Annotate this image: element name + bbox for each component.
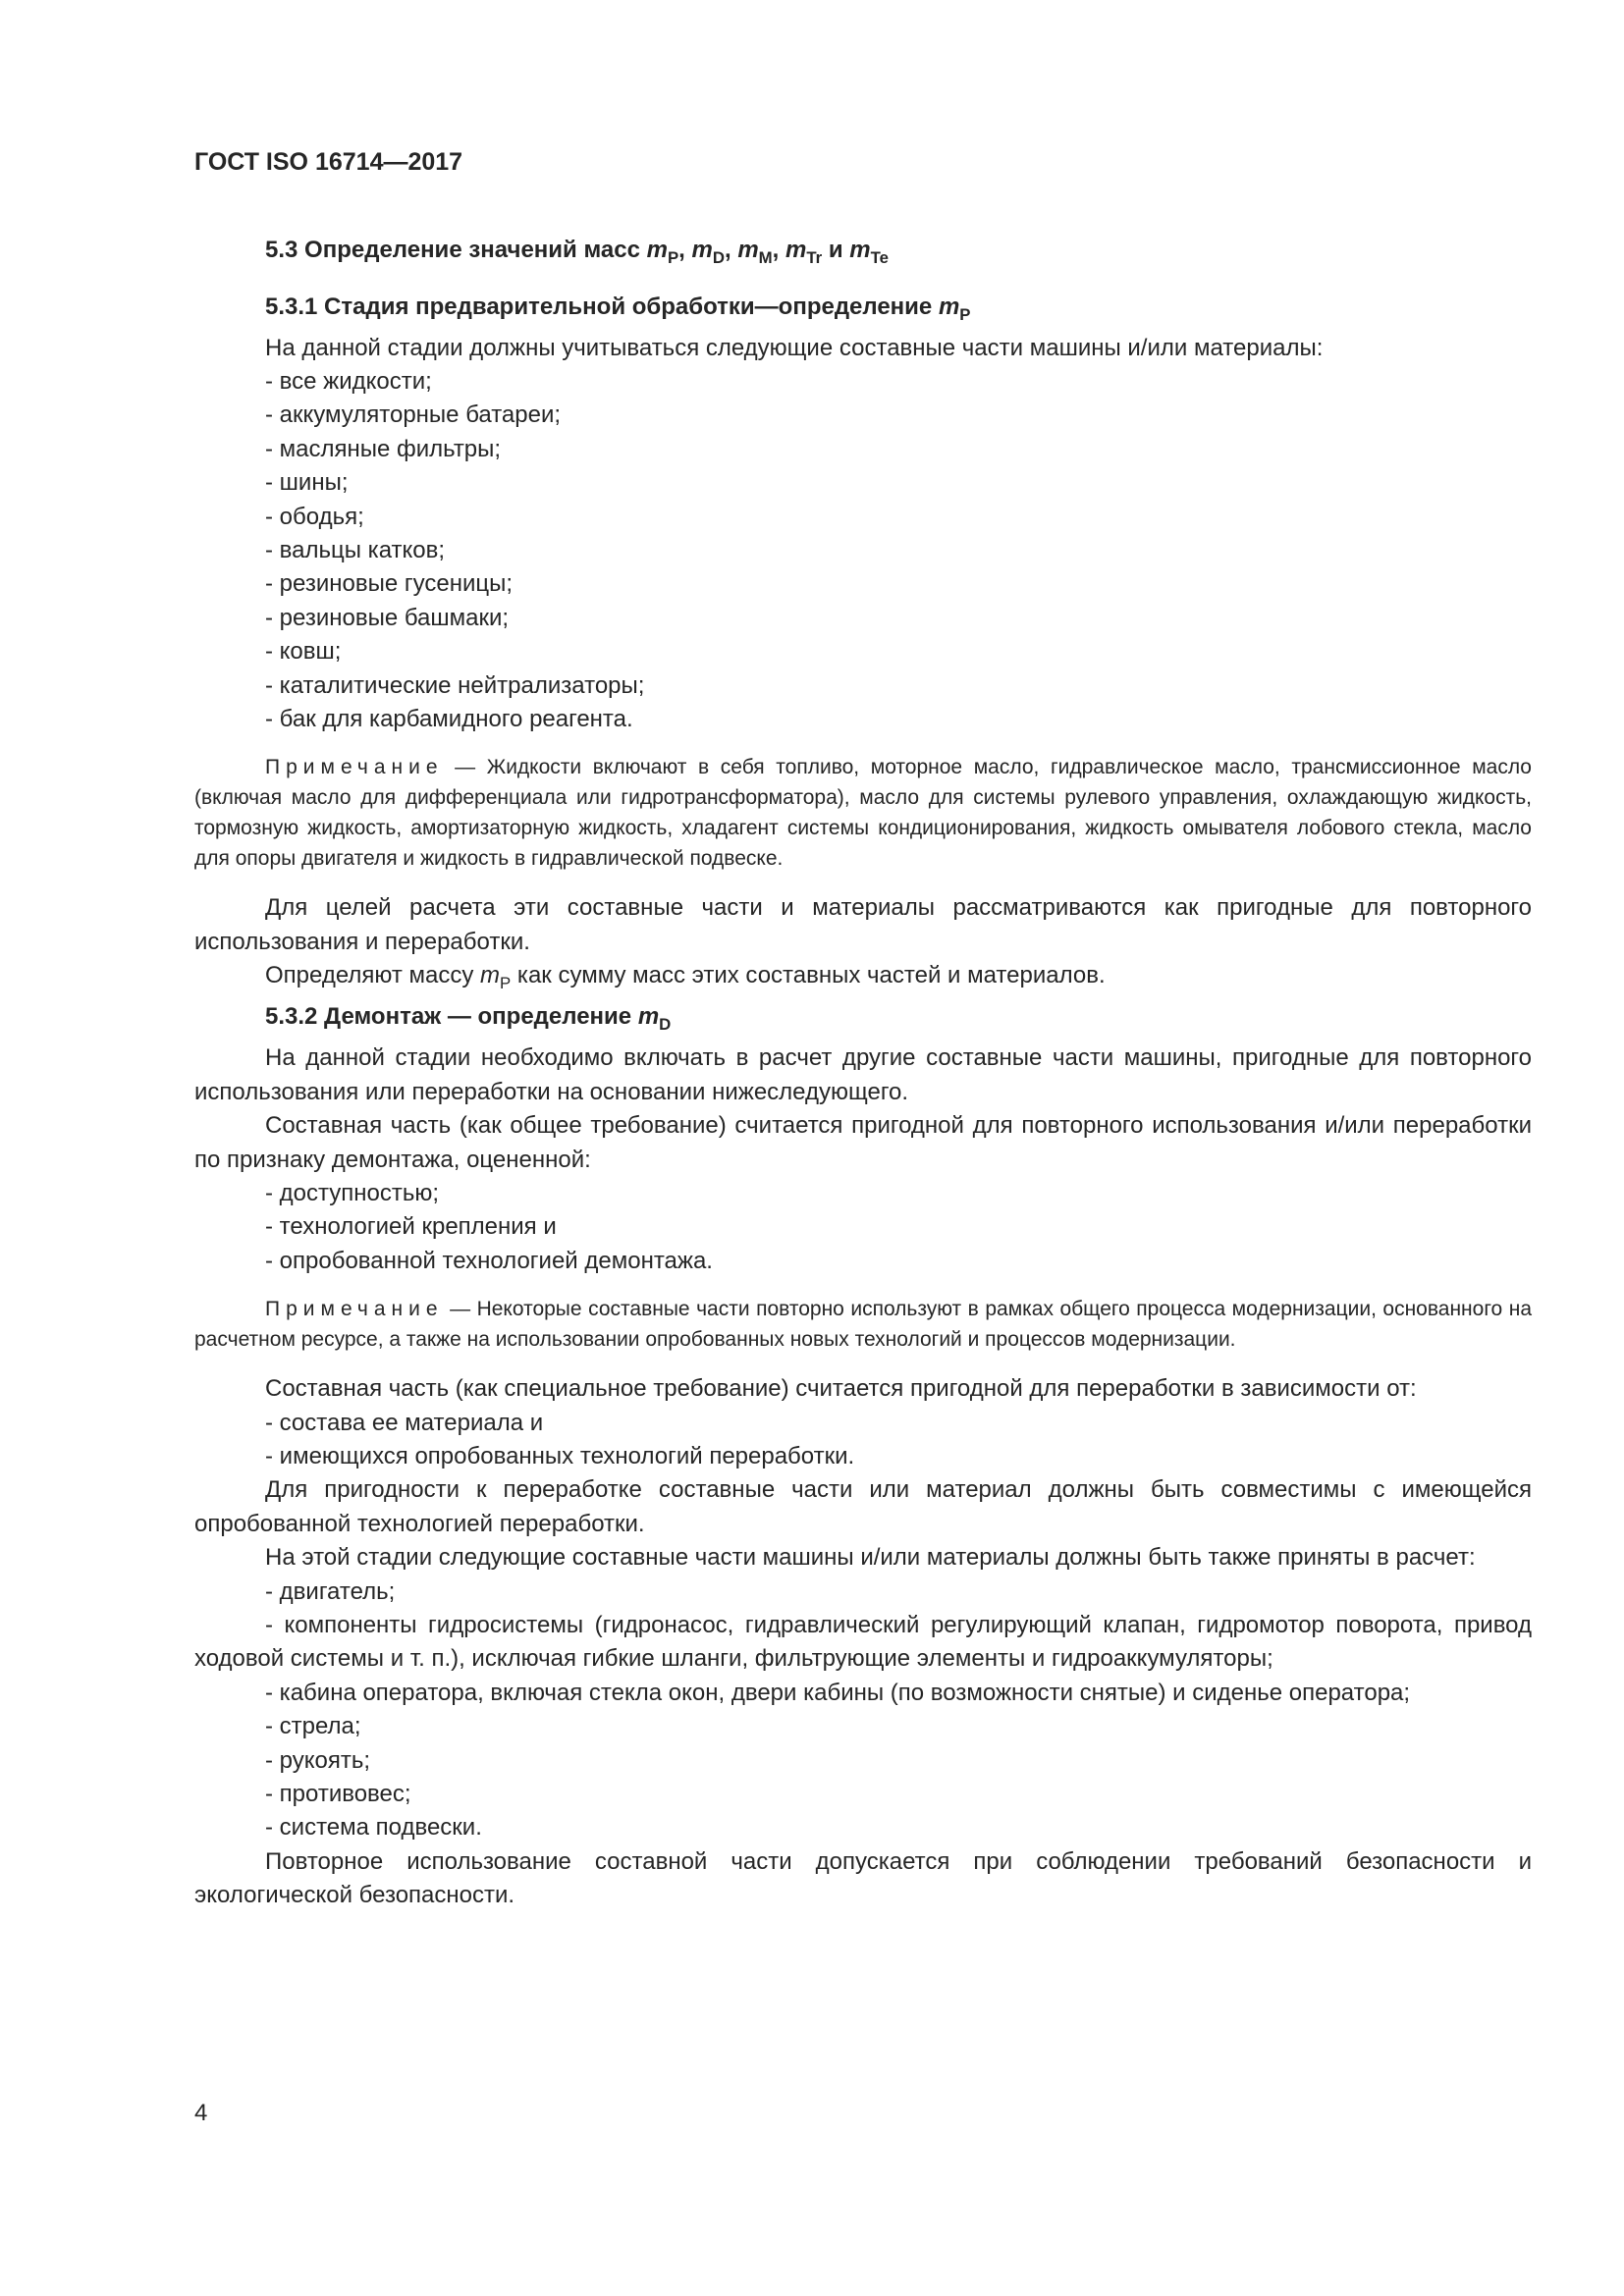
list-item: - шины;: [265, 469, 349, 497]
paragraph: На этой стадии следующие составные части машины и/или материалы должны быть также приняты в расчет:: [265, 1544, 1476, 1572]
list-item: - аккумуляторные батареи;: [265, 401, 562, 429]
paragraph: Для целей расчета эти составные части и материалы рассматриваются как пригодные для повторного использования и переработки.: [194, 894, 1532, 955]
document-header: ГОСТ ISO 16714—2017: [194, 148, 463, 176]
document-page: [194, 147, 1532, 1913]
symbol-m-d: $m_D$: [637, 1003, 672, 1035]
list-item: - стрела;: [265, 1713, 361, 1740]
list-5-3-1: [194, 365, 1532, 736]
list-item: - ободья;: [265, 503, 364, 530]
list-item: - резиновые башмаки;: [265, 604, 510, 631]
list-item: - вальцы катков;: [265, 537, 446, 564]
symbol-m-tr: $m_{Tr}$: [785, 237, 823, 267]
page-number: 4: [194, 2100, 208, 2126]
list-item: - резиновые гусеницы;: [265, 570, 514, 598]
list-item: - технологией крепления и: [265, 1213, 557, 1241]
list-item: - имеющихся опробованных технологий переработки.: [265, 1442, 855, 1469]
list-item: - противовес;: [265, 1781, 411, 1807]
note: Примечание — Жидкости включают в себя топливо, моторное масло, гидравлическое масло, трансмиссионное масло (включая масло для дифференциала или гидротрансформатора), масло для системы рулевого управления, охлаждающую жидкость, тормозную жидкость, амортизаторную жидкость, хладагент системы кондиционирования, жидкость омывателя лобового стекла, масло для опоры двигателя и жидкость в гидравлической подвеске.: [194, 756, 1532, 871]
list-item: - система подвески.: [265, 1814, 482, 1842]
symbol-m-d: $m_D$: [691, 237, 725, 267]
list-item: - рукоять;: [265, 1746, 371, 1774]
list-item: - каталитические нейтрализаторы;: [265, 671, 645, 699]
note-label: Примечание: [265, 1298, 444, 1321]
list-item: - кабина оператора, включая стекла окон, двери кабины (по возможности снятые) и сиденье оператора;: [265, 1679, 1411, 1706]
list-item: - бак для карбамидного реагента.: [265, 706, 633, 733]
list-components: [194, 1575, 1532, 1845]
symbol-m-m: $m_M$: [737, 237, 773, 267]
list-item: - все жидкости;: [265, 368, 432, 395]
paragraph: Составная часть (как специальное требование) считается пригодной для переработки в зависимости от:: [265, 1375, 1417, 1403]
symbol-m-te: $m_{Te}$: [849, 237, 889, 267]
paragraph: Для пригодности к переработке составные части или материал должны быть совместимы с имеющейся опробованной технологией переработки.: [194, 1476, 1532, 1537]
note-label: Примечание: [265, 756, 444, 779]
section-5-3-title: 5.3 Определение значений масс $m_P$, $m_D$, $m_M$, $m_{Tr}$ и $m_{Te}$: [265, 237, 889, 267]
paragraph: Определяют массу $m_P$ как сумму масс этих составных частей и материалов.: [265, 962, 1106, 993]
symbol-m-p: $m_P$: [938, 293, 971, 324]
list-recycling-criteria: [194, 1407, 1532, 1474]
subsection-5-3-1-title: 5.3.1 Стадия предварительной обработки—определение $m_P$: [265, 293, 971, 324]
list-item: - доступностью;: [265, 1179, 440, 1206]
list-item: - компоненты гидросистемы (гидронасос, гидравлический регулирующий клапан, гидромотор поворота, привод ходовой системы и т. п.), исключая гибкие шланги, фильтрующие элементы и гидроаккумуляторы;: [194, 1611, 1532, 1673]
paragraph: На данной стадии должны учитываться следующие составные части машины и/или материалы:: [265, 334, 1324, 361]
paragraph: Составная часть (как общее требование) считается пригодной для повторного использования и/или переработки по признаку демонтажа, оцененной:: [194, 1112, 1532, 1173]
list-disassembly-criteria: [194, 1177, 1532, 1278]
subsection-5-3-2-title: 5.3.2 Демонтаж — определение $m_D$: [265, 1003, 672, 1035]
list-item: - масляные фильтры;: [265, 435, 502, 462]
list-item: - ковш;: [265, 638, 342, 666]
paragraph: Повторное использование составной части допускается при соблюдении требований безопасности и экологической безопасности.: [194, 1847, 1532, 1909]
symbol-m-p: $m_P$: [646, 237, 679, 267]
note: Примечание — Некоторые составные части повторно используют в рамках общего процесса модернизации, основанного на расчетном ресурсе, а также на использовании опробованных новых технологий и процессов модернизации.: [194, 1298, 1532, 1352]
paragraph: На данной стадии необходимо включать в расчет другие составные части машины, пригодные для повторного использования или переработки на основании нижеследующего.: [194, 1044, 1532, 1105]
list-item: - двигатель;: [265, 1577, 396, 1605]
list-item: - состава ее материала и: [265, 1409, 544, 1436]
symbol-m-p: $m_P$: [480, 962, 512, 993]
list-item: - опробованной технологией демонтажа.: [265, 1247, 713, 1274]
